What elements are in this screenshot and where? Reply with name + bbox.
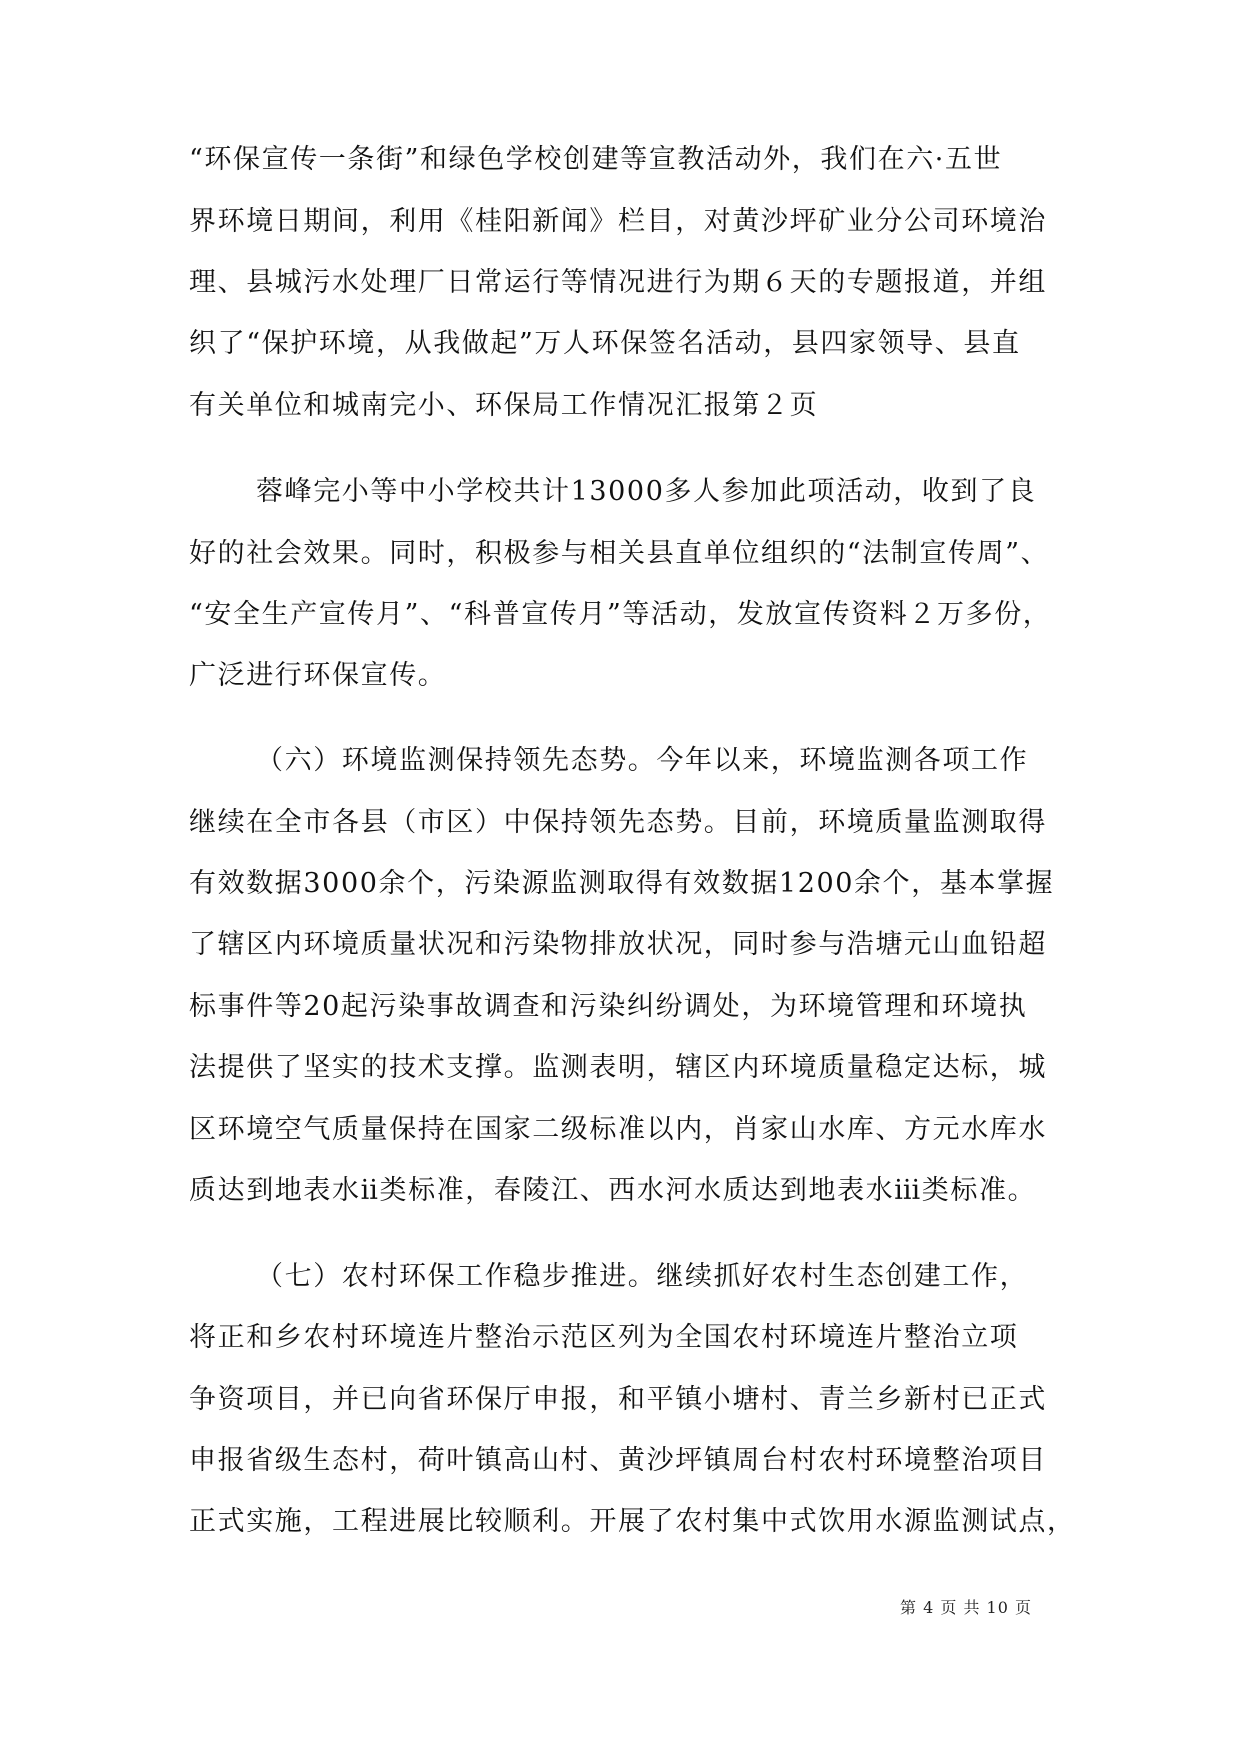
text-line-16: 区环境空气质量保持在国家二级标准以内，肖家山水库、方元水库水 <box>189 1114 1047 1145</box>
text-line-17: 质达到地表水ⅱ类标准，春陵江、西水河水质达到地表水ⅲ类标准。 <box>189 1175 1037 1206</box>
text-line-4: 织了“保护环境，从我做起”万人环保签名活动，县四家领导、县直 <box>189 328 1021 359</box>
text-line-11: 继续在全市各县（市区）中保持领先态势。目前，环境质量监测取得 <box>189 807 1047 838</box>
text-line-3: 理、县城污水处理厂日常运行等情况进行为期６天的专题报道，并组 <box>189 267 1047 298</box>
text-line-7: 好的社会效果。同时，积极参与相关县直单位组织的“法制宣传周”、 <box>189 538 1050 569</box>
page-number-footer: 第 4 页 共 10 页 <box>900 1598 1032 1617</box>
text-line-18: （七）农村环保工作稳步推进。继续抓好农村生态创建工作， <box>256 1261 1029 1292</box>
text-line-1: “环保宣传一条街”和绿色学校创建等宣教活动外，我们在六·五世 <box>189 144 1003 175</box>
text-line-22: 正式实施，工程进展比较顺利。开展了农村集中式饮用水源监测试点， <box>189 1506 1076 1537</box>
text-line-8: “安全生产宣传月”、“科普宣传月”等活动，发放宣传资料２万多份， <box>189 599 1052 630</box>
text-line-5: 有关单位和城南完小、环保局工作情况汇报第２页 <box>189 390 819 421</box>
text-line-15: 法提供了坚实的技术支撑。监测表明，辖区内环境质量稳定达标，城 <box>189 1052 1047 1083</box>
text-line-21: 申报省级生态村，荷叶镇高山村、黄沙坪镇周台村农村环境整治项目 <box>189 1445 1047 1476</box>
text-line-12: 有效数据3000余个，污染源监测取得有效数据1200余个，基本掌握 <box>189 868 1055 899</box>
text-line-2: 界环境日期间，利用《桂阳新闻》栏目，对黄沙坪矿业分公司环境治 <box>189 206 1047 237</box>
text-line-9: 广泛进行环保宣传。 <box>189 660 447 691</box>
text-line-10: （六）环境监测保持领先态势。今年以来，环境监测各项工作 <box>256 745 1029 776</box>
text-line-14: 标事件等20起污染事故调查和污染纠纷调处，为环境管理和环境执 <box>189 991 1028 1022</box>
text-line-6: 蓉峰完小等中小学校共计13000多人参加此项活动，收到了良 <box>256 476 1037 507</box>
text-line-13: 了辖区内环境质量状况和污染物排放状况，同时参与浩塘元山血铅超 <box>189 929 1047 960</box>
text-line-19: 将正和乡农村环境连片整治示范区列为全国农村环境连片整治立项 <box>189 1322 1019 1353</box>
text-line-20: 争资项目，并已向省环保厅申报，和平镇小塘村、青兰乡新村已正式 <box>189 1384 1047 1415</box>
